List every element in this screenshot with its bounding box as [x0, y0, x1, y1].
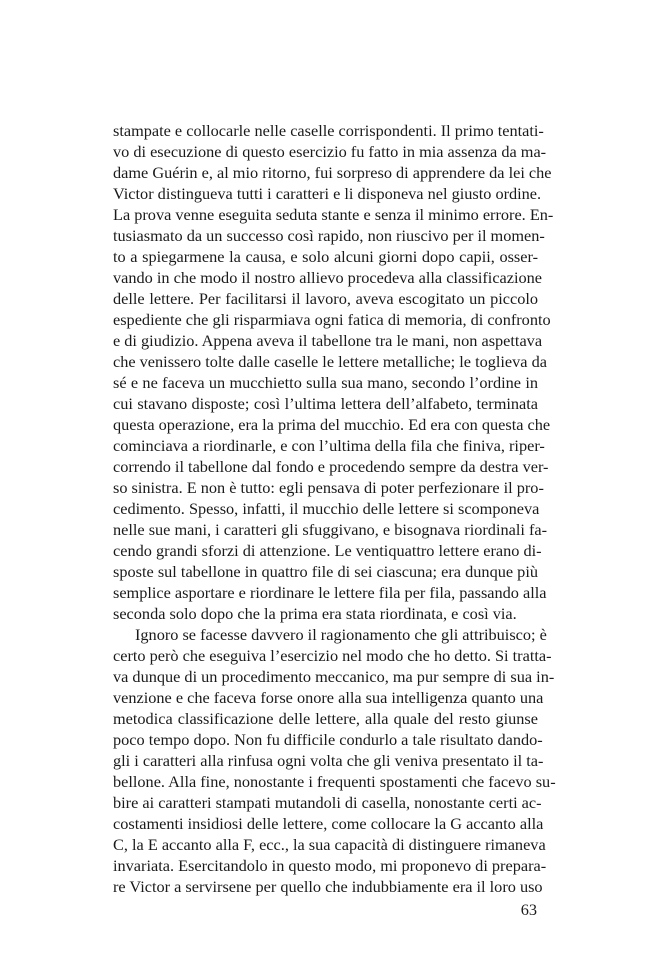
- text-line: stampate e collocarle nelle caselle corrispondenti. Il primo tentati-: [113, 121, 544, 140]
- paragraph: [113, 120, 554, 624]
- text-line: so sinistra. E non è tutto: egli pensava di poter perfezionare il pro-: [113, 478, 544, 497]
- text-line: va dunque di un procedimento meccanico, ma pur sempre di sua in-: [113, 667, 555, 686]
- text-line: delle lettere. Per facilitarsi il lavoro, aveva escogitato un piccolo: [113, 289, 538, 308]
- text-line: bellone. Alla fine, nonostante i frequenti spostamenti che facevo su-: [113, 772, 556, 791]
- text-line: sé e ne faceva un mucchietto sulla sua mano, secondo l’ordine in: [113, 373, 538, 392]
- text-line: cui stavano disposte; così l’ultima lettera dell’alfabeto, terminata: [113, 394, 538, 413]
- text-line: costamenti insidiosi delle lettere, come collocare la G accanto alla: [113, 814, 544, 833]
- text-line: gli i caratteri alla rinfusa ogni volta che gli veniva presentato il ta-: [113, 751, 544, 770]
- page-number: 63: [520, 900, 537, 919]
- text-line: seconda solo dopo che la prima era stata riordinata, e così via.: [113, 604, 517, 623]
- text-line: vando in che modo il nostro allievo procedeva alla classificazione: [113, 268, 543, 287]
- text-line: venzione e che faceva forse onore alla sua intelligenza quanto una: [113, 688, 544, 707]
- text-line: che venissero tolte dalle caselle le lettere metalliche; le toglieva da: [113, 352, 547, 371]
- text-line: correndo il tabellone dal fondo e procedendo sempre da destra ver-: [113, 457, 549, 476]
- text-line: tusiasmato da un successo così rapido, non riuscivo per il momen-: [113, 226, 545, 245]
- text-line: nelle sue mani, i caratteri gli sfuggivano, e bisognava riordinali fa-: [113, 520, 548, 539]
- text-line: cominciava a riordinarle, e con l’ultima della fila che finiva, riper-: [113, 436, 545, 455]
- text-line: La prova venne eseguita seduta stante e senza il minimo errore. En-: [113, 205, 554, 224]
- text-line: to a spiegarmene la causa, e solo alcuni giorni dopo capii, osser-: [113, 247, 538, 266]
- text-line: re Victor a servirsene per quello che indubbiamente era il loro uso: [113, 877, 543, 896]
- text-line: certo però che eseguiva l’esercizio nel modo che ho detto. Si tratta-: [113, 646, 552, 665]
- text-line: vo di esecuzione di questo esercizio fu fatto in mia assenza da ma-: [113, 142, 547, 161]
- text-line: cendo grandi sforzi di attenzione. Le ventiquattro lettere erano di-: [113, 541, 542, 560]
- text-line: cedimento. Spesso, infatti, il mucchio delle lettere si scomponeva: [113, 499, 540, 518]
- text-line: Victor distingueva tutti i caratteri e li disponeva nel giusto ordine.: [113, 184, 542, 203]
- text-line: Ignoro se facesse davvero il ragionamento che gli attribuisco; è: [135, 625, 547, 644]
- text-line: sposte sul tabellone in quattro file di sei ciascuna; era dunque più: [113, 562, 538, 581]
- text-line: poco tempo dopo. Non fu difficile condurlo a tale risultato dando-: [113, 730, 543, 749]
- text-line: invariata. Esercitandolo in questo modo, mi proponevo di prepara-: [113, 856, 547, 875]
- text-line: metodica classificazione delle lettere, alla quale del resto giunse: [113, 709, 538, 728]
- text-line: espediente che gli risparmiava ogni fatica di memoria, di confronto: [113, 310, 551, 329]
- body-text: [113, 120, 556, 897]
- text-line: questa operazione, era la prima del mucchio. Ed era con questa che: [113, 415, 551, 434]
- text-line: bire ai caratteri stampati mutandoli di casella, nonostante certi ac-: [113, 793, 542, 812]
- text-line: C, la E accanto alla F, ecc., la sua capacità di distinguere rimaneva: [113, 835, 546, 854]
- text-line: dame Guérin e, al mio ritorno, fui sorpreso di apprendere da lei che: [113, 163, 552, 182]
- text-line: e di giudizio. Appena aveva il tabellone tra le mani, non aspettava: [113, 331, 543, 350]
- text-line: semplice asportare e riordinare le lettere fila per fila, passando alla: [113, 583, 547, 602]
- paragraph: [113, 624, 556, 897]
